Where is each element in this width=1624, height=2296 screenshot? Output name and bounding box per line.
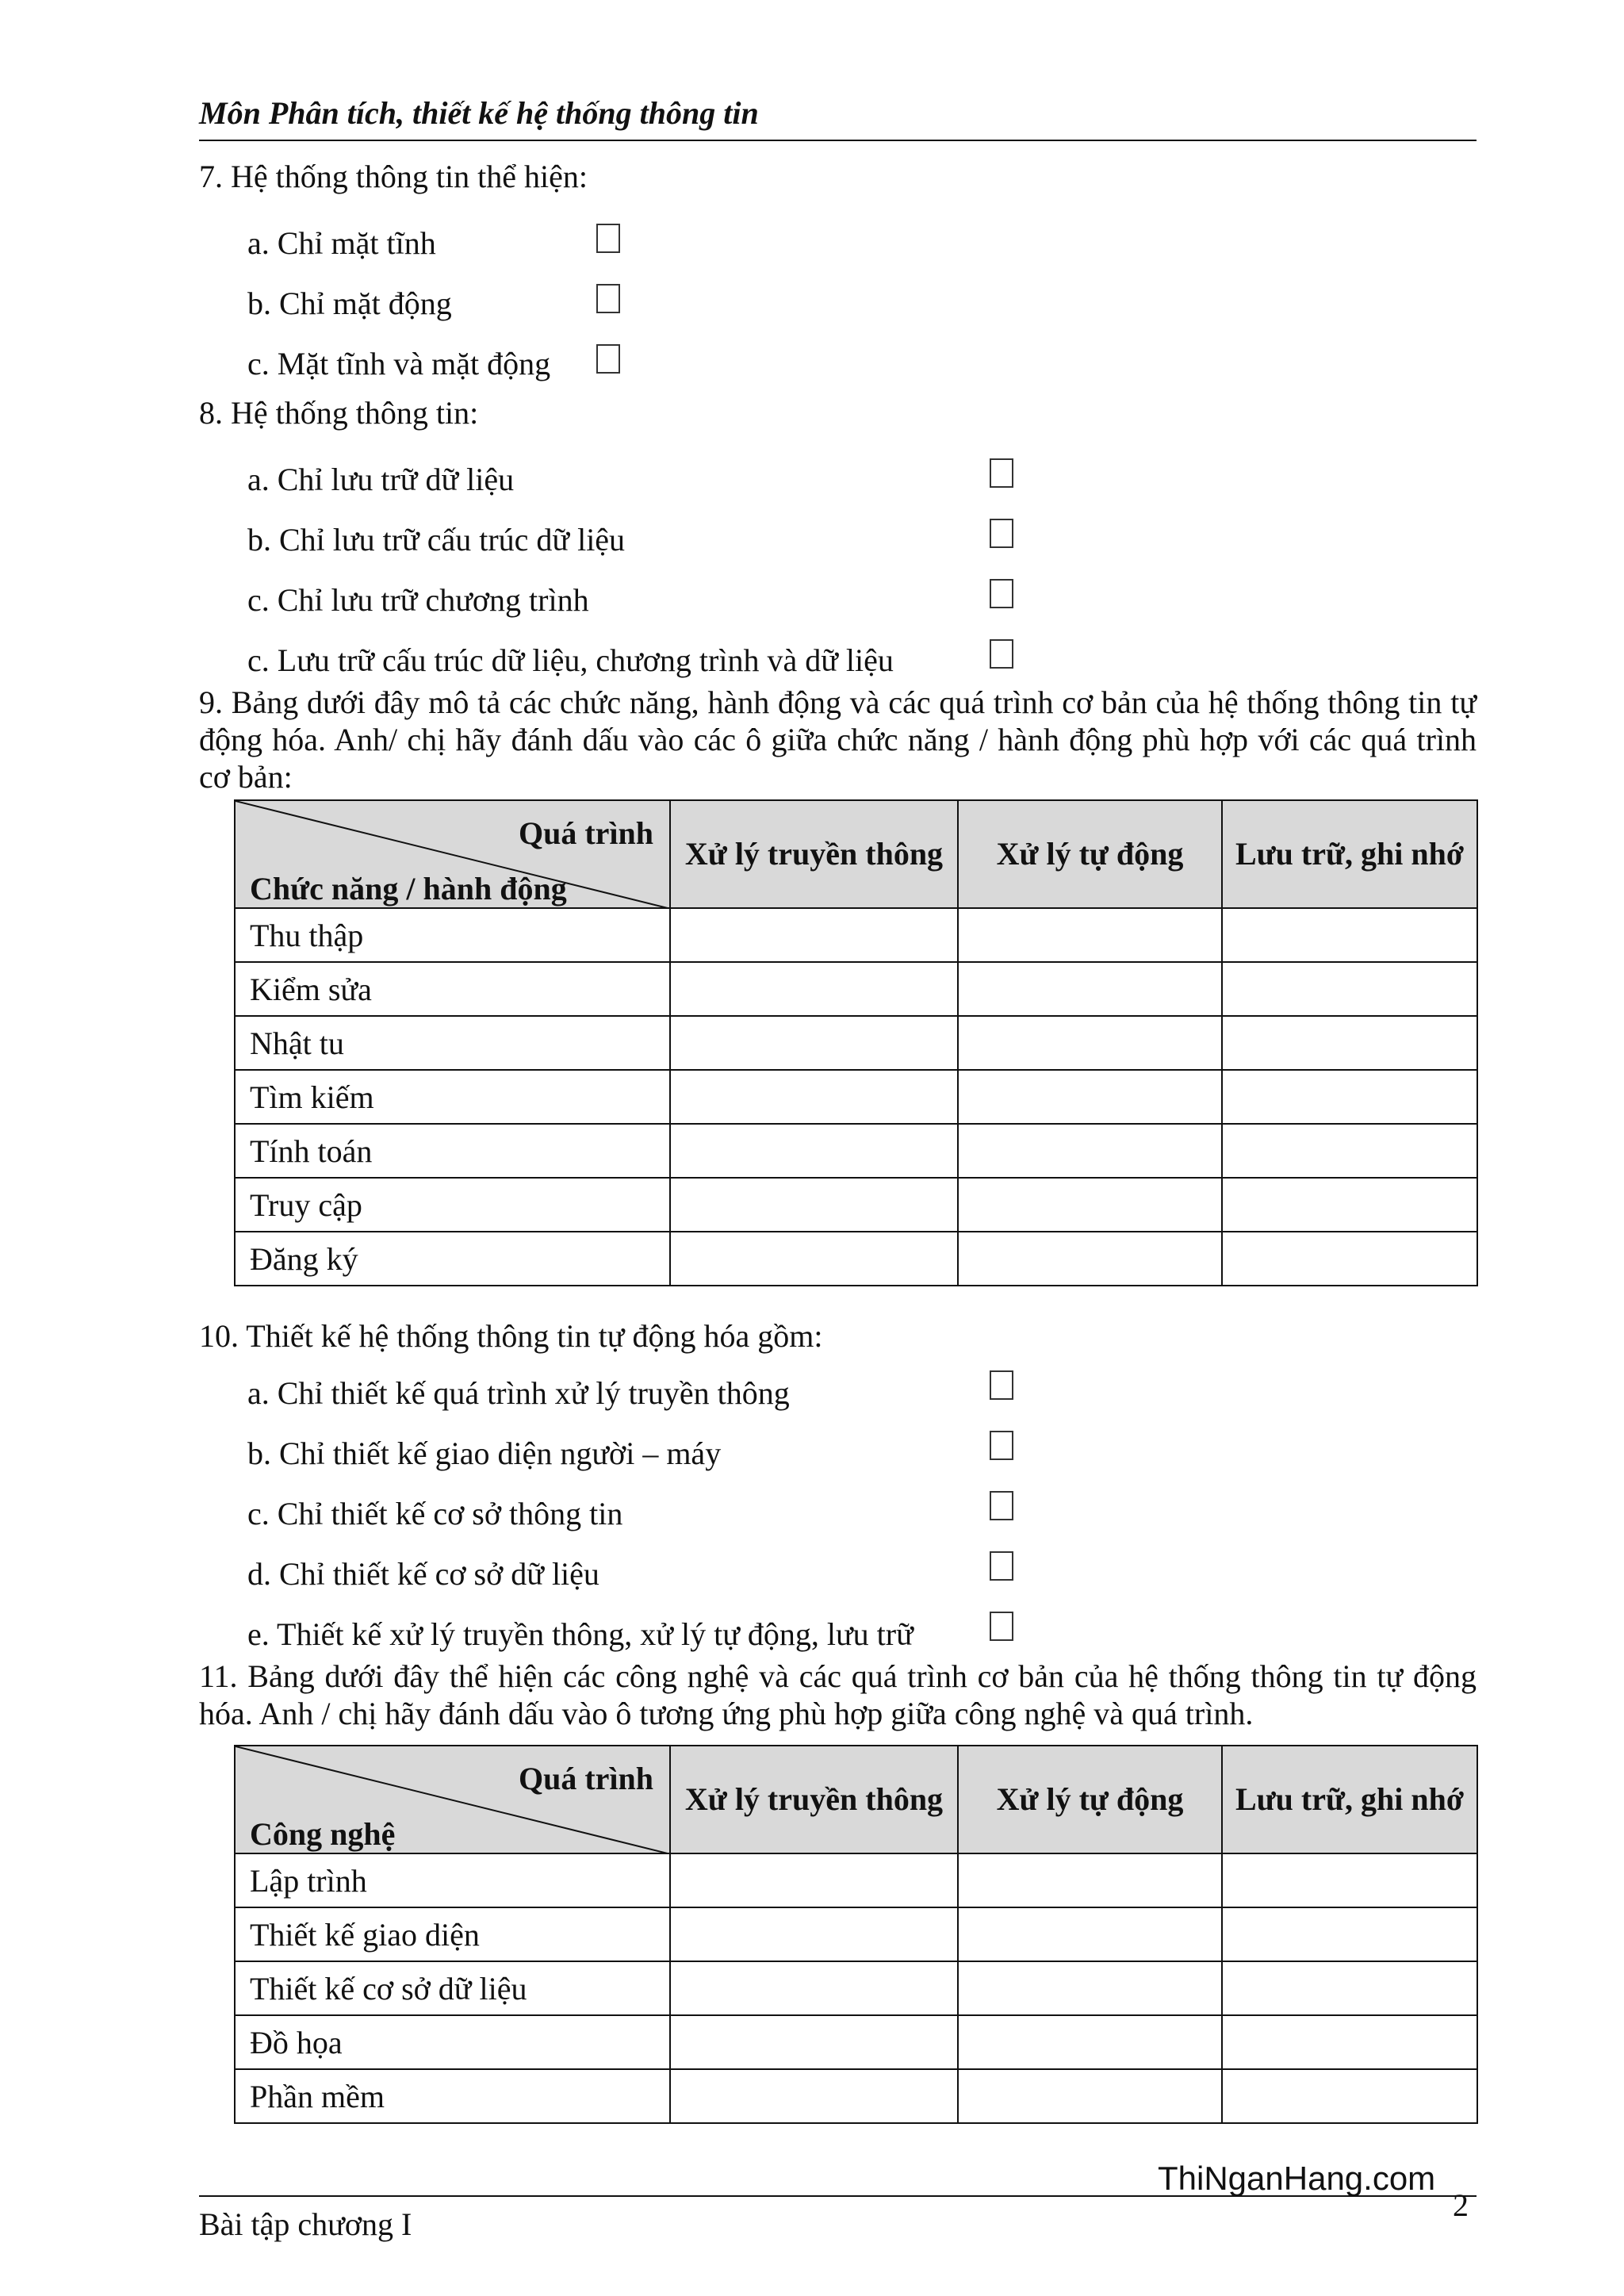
q11-table-corner	[235, 1746, 670, 1853]
question-11-text: 11. Bảng dưới đây thể hiện các công nghệ và các quá trình cơ bản của hệ thống thông tin tự động hóa. Anh / chị hãy đánh dấu vào ô tương ứng phù hợp giữa công nghệ và quá trình.	[199, 1658, 1477, 1731]
q7-checkbox-c[interactable]	[596, 344, 620, 374]
table-row	[235, 962, 1477, 1016]
table-cell[interactable]	[958, 1070, 1222, 1124]
table-cell[interactable]	[1222, 1178, 1477, 1232]
table-cell[interactable]	[670, 1124, 958, 1178]
table-cell[interactable]	[670, 908, 958, 962]
table-cell[interactable]	[1222, 1907, 1477, 1961]
table-cell[interactable]	[670, 1961, 958, 2015]
table-cell[interactable]	[670, 1232, 958, 1286]
row-label: Thiết kế cơ sở dữ liệu	[235, 1961, 670, 2015]
footer-rule	[199, 2195, 1477, 2197]
table-cell[interactable]	[670, 1016, 958, 1070]
row-label: Truy cập	[235, 1178, 670, 1232]
table-row	[235, 908, 1477, 962]
row-label: Đồ họa	[235, 2015, 670, 2069]
q10-checkbox-e[interactable]	[990, 1612, 1013, 1641]
q10-checkbox-b[interactable]	[990, 1431, 1013, 1460]
table-cell[interactable]	[958, 1016, 1222, 1070]
q10-option-d: d. Chỉ thiết kế cơ sở dữ liệu	[247, 1556, 599, 1592]
q7-checkbox-a[interactable]	[596, 224, 620, 253]
table-cell[interactable]	[670, 1853, 958, 1907]
q11-table	[234, 1745, 1478, 2124]
table-cell[interactable]	[958, 1907, 1222, 1961]
q7-checkbox-b[interactable]	[596, 284, 620, 313]
table-cell[interactable]	[958, 1232, 1222, 1286]
question-10-title: 10. Thiết kế hệ thống thông tin tự động hóa gồm:	[199, 1318, 823, 1354]
q7-option-c: c. Mặt tĩnh và mặt động	[247, 346, 551, 381]
table-cell[interactable]	[958, 2069, 1222, 2123]
q11-corner-bottom: Công nghệ	[250, 1816, 396, 1852]
q9-col-header: Xử lý tự động	[958, 800, 1222, 908]
table-cell[interactable]	[670, 2015, 958, 2069]
row-label: Kiểm sửa	[235, 962, 670, 1016]
table-cell[interactable]	[958, 1124, 1222, 1178]
q10-option-e: e. Thiết kế xử lý truyền thông, xử lý tự động, lưu trữ	[247, 1616, 914, 1652]
table-cell[interactable]	[1222, 2015, 1477, 2069]
q10-checkbox-d[interactable]	[990, 1551, 1013, 1581]
table-cell[interactable]	[1222, 1070, 1477, 1124]
q11-corner-top: Quá trình	[518, 1761, 653, 1796]
question-7-title: 7. Hệ thống thông tin thể hiện:	[199, 159, 588, 194]
question-8-title: 8. Hệ thống thông tin:	[199, 395, 479, 431]
table-cell[interactable]	[1222, 908, 1477, 962]
question-9-text: 9. Bảng dưới đây mô tả các chức năng, hành động và các quá trình cơ bản của hệ thống thông tin tự động hóa. Anh/ chị hãy đánh dấu vào các ô giữa chức năng / hành động phù hợp với các quá trình cơ bản:	[199, 684, 1477, 795]
table-row	[235, 1907, 1477, 1961]
table-cell[interactable]	[958, 1178, 1222, 1232]
page-number: 2	[1453, 2187, 1469, 2223]
table-cell[interactable]	[670, 1907, 958, 1961]
q11-col-header: Xử lý truyền thông	[670, 1746, 958, 1853]
table-cell[interactable]	[958, 1853, 1222, 1907]
row-label: Tính toán	[235, 1124, 670, 1178]
table-cell[interactable]	[1222, 1124, 1477, 1178]
q7-option-b: b. Chỉ mặt động	[247, 286, 452, 321]
header-rule	[199, 140, 1477, 141]
table-row	[235, 1853, 1477, 1907]
q9-table-corner	[235, 800, 670, 908]
table-cell[interactable]	[958, 962, 1222, 1016]
q9-corner-bottom: Chức năng / hành động	[250, 871, 567, 907]
q9-table	[234, 799, 1478, 1286]
table-cell[interactable]	[958, 2015, 1222, 2069]
row-label: Tìm kiếm	[235, 1070, 670, 1124]
q9-corner-top: Quá trình	[518, 815, 653, 851]
table-cell[interactable]	[958, 908, 1222, 962]
q8-checkbox-a[interactable]	[990, 458, 1013, 488]
row-label: Thiết kế giao diện	[235, 1907, 670, 1961]
q10-checkbox-a[interactable]	[990, 1370, 1013, 1400]
watermark-text: ThiNganHang.com	[1158, 2160, 1436, 2197]
table-cell[interactable]	[670, 1070, 958, 1124]
table-row	[235, 1016, 1477, 1070]
q8-checkbox-b[interactable]	[990, 519, 1013, 548]
q8-option-d: c. Lưu trữ cấu trúc dữ liệu, chương trình và dữ liệu	[247, 642, 894, 678]
q11-col-header: Xử lý tự động	[958, 1746, 1222, 1853]
table-cell[interactable]	[1222, 1016, 1477, 1070]
row-label: Phần mềm	[235, 2069, 670, 2123]
row-label: Đăng ký	[235, 1232, 670, 1286]
q8-option-b: b. Chỉ lưu trữ cấu trúc dữ liệu	[247, 522, 626, 558]
footer-chapter: Bài tập chương I	[199, 2206, 412, 2242]
q9-col-header: Lưu trữ, ghi nhớ	[1222, 800, 1477, 908]
q10-option-b: b. Chỉ thiết kế giao diện người – máy	[247, 1435, 722, 1471]
table-row	[235, 1070, 1477, 1124]
q8-checkbox-d[interactable]	[990, 639, 1013, 669]
table-cell[interactable]	[1222, 1232, 1477, 1286]
q8-checkbox-c[interactable]	[990, 579, 1013, 608]
q10-checkbox-c[interactable]	[990, 1491, 1013, 1520]
table-cell[interactable]	[1222, 1961, 1477, 2015]
table-cell[interactable]	[1222, 962, 1477, 1016]
table-row	[235, 1178, 1477, 1232]
q10-option-c: c. Chỉ thiết kế cơ sở thông tin	[247, 1496, 623, 1531]
row-label: Thu thập	[235, 908, 670, 962]
table-cell[interactable]	[670, 962, 958, 1016]
q8-option-c: c. Chỉ lưu trữ chương trình	[247, 582, 589, 618]
table-row	[235, 1232, 1477, 1286]
q10-option-a: a. Chỉ thiết kế quá trình xử lý truyền thông	[247, 1375, 790, 1411]
row-label: Lập trình	[235, 1853, 670, 1907]
table-row	[235, 1124, 1477, 1178]
table-cell[interactable]	[670, 2069, 958, 2123]
table-row	[235, 1961, 1477, 2015]
q11-col-header: Lưu trữ, ghi nhớ	[1222, 1746, 1477, 1853]
q8-option-a: a. Chỉ lưu trữ dữ liệu	[247, 462, 515, 497]
row-label: Nhật tu	[235, 1016, 670, 1070]
table-cell[interactable]	[1222, 1853, 1477, 1907]
table-row	[235, 2015, 1477, 2069]
page-header-title: Môn Phân tích, thiết kế hệ thống thông tin	[199, 95, 759, 131]
table-row	[235, 2069, 1477, 2123]
table-cell[interactable]	[670, 1178, 958, 1232]
q7-option-a: a. Chỉ mặt tĩnh	[247, 225, 436, 261]
q9-col-header: Xử lý truyền thông	[670, 800, 958, 908]
table-cell[interactable]	[958, 1961, 1222, 2015]
table-cell[interactable]	[1222, 2069, 1477, 2123]
